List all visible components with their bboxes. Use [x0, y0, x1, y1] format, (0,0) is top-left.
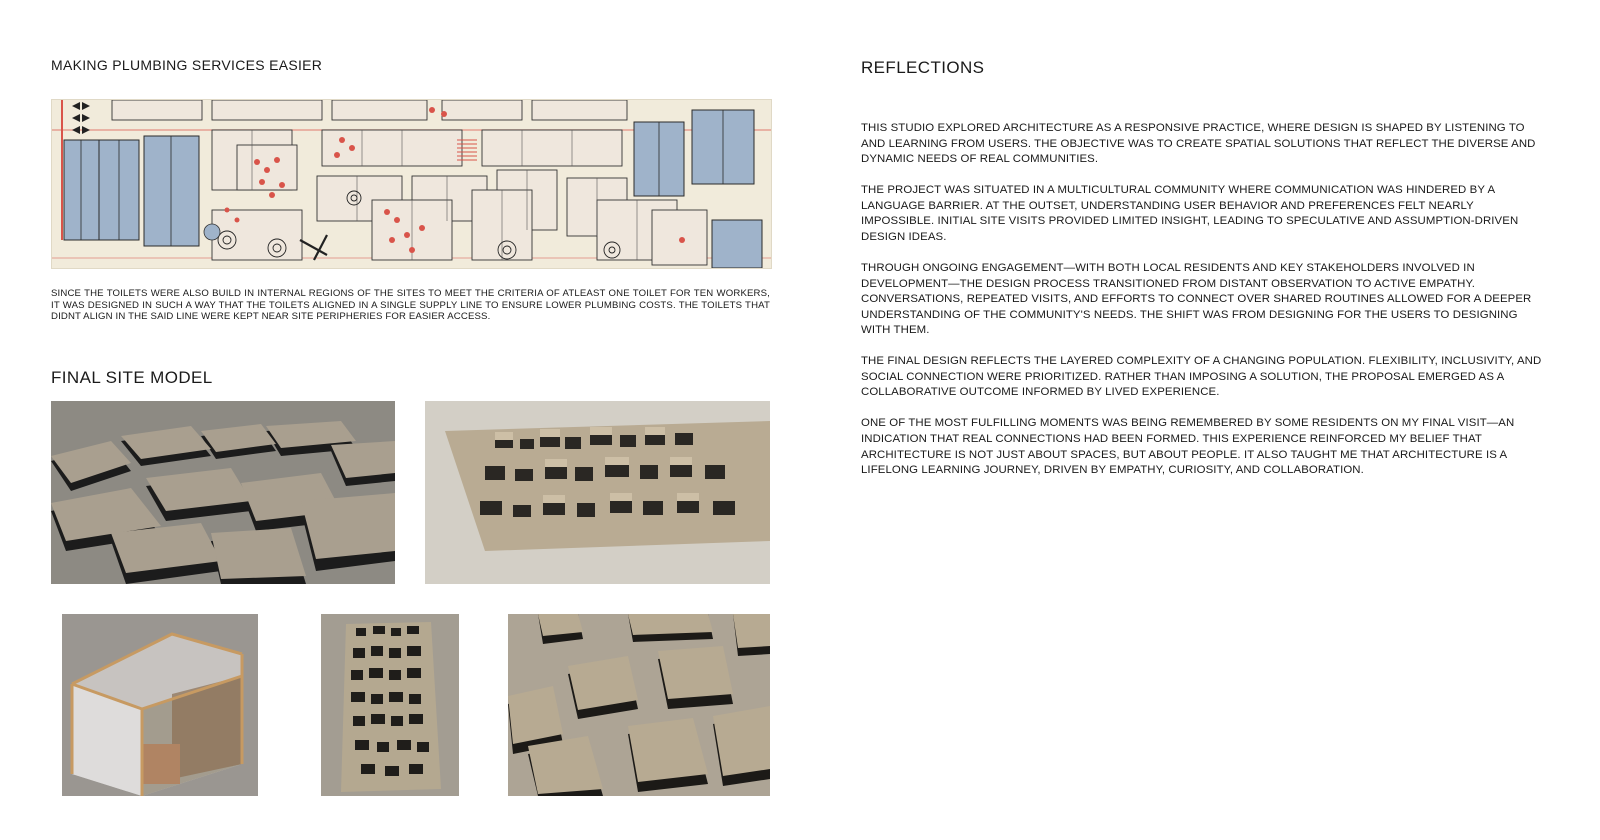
reflection-paragraph: THIS STUDIO EXPLORED ARCHITECTURE AS A RESPONSIVE PRACTICE, WHERE DESIGN IS SHAPED BY LISTENING TO AND LEARNING FROM USERS. THE OBJECTIVE WAS TO CREATE SPATIAL SOLUTIONS THAT REFLECT THE DIVERSE AND DYNAMIC NEEDS OF REAL COMMUNITIES.	[861, 122, 1536, 166]
site-model-photo-2	[425, 401, 770, 584]
reflection-paragraph: THROUGH ONGOING ENGAGEMENT—WITH BOTH LOCAL RESIDENTS AND KEY STAKEHOLDERS INVOLVED IN DEVELOPMENT—THE DESIGN PROCESS TRANSITIONED FROM DISTANT OBSERVATION TO ACTIVE EMPATHY. CONVERSATIONS, REPEATED VISITS, AND EFFORTS TO CONNECT OVER SHARED ROUTINES ALLOWED FOR A DEEPER UNDERSTANDING OF THE COMMUNITY'S NEEDS. THE SHIFT WAS FROM DESIGNING FOR THE USERS TO DESIGNING WITH THEM.	[861, 261, 1532, 337]
reflection-paragraph: ONE OF THE MOST FULFILLING MOMENTS WAS BEING REMEMBERED BY SOME RESIDENTS ON MY FINAL VISIT—AN INDICATION THAT REAL CONNECTIONS HAD BEEN FORMED. THIS EXPERIENCE REINFORCED MY BELIEF THAT ARCHITECTURE IS NOT JUST ABOUT SPACES, BUT ABOUT PEOPLE. IT ALSO TAUGHT ME THAT ARCHITECTURE IS A LIFELONG LEARNING JOURNEY, DRIVEN BY EMPATHY, CURIOSITY, AND COLLABORATION.	[861, 417, 1515, 477]
reflection-paragraph: THE FINAL DESIGN REFLECTS THE LAYERED COMPLEXITY OF A CHANGING POPULATION. FLEXIBILITY, INCLUSIVITY, AND SOCIAL CONNECTION WERE PRIORITIZED. RATHER THAN IMPOSING A SOLUTION, THE PROPOSAL EMERGED AS A COLLABORATIVE OUTCOME INFORMED BY LIVED EXPERIENCE.	[861, 355, 1542, 399]
reflections-heading: REFLECTIONS	[861, 58, 985, 77]
site-plan-drawing	[52, 100, 771, 268]
reflections-body	[861, 121, 1546, 494]
room-model-photo	[62, 614, 258, 796]
site-model-photo-3	[321, 614, 459, 796]
plumbing-site-plan	[51, 99, 772, 269]
plumbing-heading: MAKING PLUMBING SERVICES EASIER	[51, 57, 323, 73]
reflection-paragraph: THE PROJECT WAS SITUATED IN A MULTICULTURAL COMMUNITY WHERE COMMUNICATION WAS HINDERED BY A LANGUAGE BARRIER. AT THE OUTSET, UNDERSTANDING USER BEHAVIOR AND PREFERENCES FELT NEARLY IMPOSSIBLE. INITIAL SITE VISITS PROVIDED LIMITED INSIGHT, LEADING TO SPECULATIVE AND ASSUMPTION-DRIVEN DESIGN IDEAS.	[861, 184, 1519, 243]
site-model-photo-4	[508, 614, 770, 796]
site-model-photo-1	[51, 401, 395, 584]
plumbing-caption: SINCE THE TOILETS WERE ALSO BUILD IN INTERNAL REGIONS OF THE SITES TO MEET THE CRITERIA OF ATLEAST ONE TOILET FOR TEN WORKERS, IT WAS DESIGNED IN SUCH A WAY THAT THE TOILETS ALIGNED IN A SINGLE SUPPLY LINE TO ENSURE LOWER PLUMBING COSTS. THE TOILETS THAT DIDNT ALIGN IN THE SAID LINE WERE KEPT NEAR SITE PERIPHERIES FOR EASIER ACCESS.	[51, 288, 770, 322]
final-site-model-heading: FINAL SITE MODEL	[51, 368, 213, 387]
